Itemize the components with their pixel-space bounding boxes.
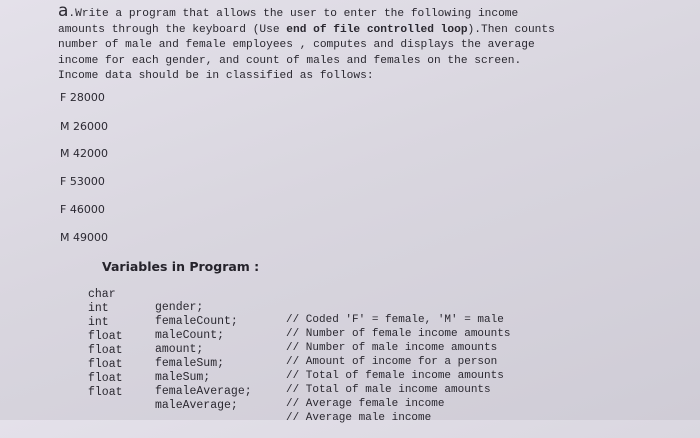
intro-line: Income data should be in classified as follows: (58, 70, 374, 83)
variable-name: gender; (155, 301, 204, 314)
variable-type: float (88, 386, 123, 399)
variable-name: femaleSum; (155, 357, 225, 370)
income-entry: F 46000 (60, 203, 105, 216)
variable-type: int (88, 316, 109, 329)
intro-line: amounts through the keyboard (Use end of file controlled loop).Then counts (58, 23, 555, 36)
intro-line: .Write a program that allows the user to enter the following income (68, 8, 519, 20)
variable-comment: // Amount of income for a person (286, 356, 498, 368)
variable-name: amount; (155, 343, 204, 356)
item-letter: a (58, 1, 69, 21)
variable-comment: // Total of female income amounts (286, 370, 504, 382)
income-entry: M 42000 (60, 147, 108, 160)
variable-comment: // Average female income (286, 398, 445, 410)
variable-comment: // Number of female income amounts (286, 328, 511, 340)
income-entry: M 26000 (60, 120, 108, 133)
variable-comment: // Average male income (286, 412, 432, 424)
intro-line: number of male and female employees , computes and displays the average (58, 39, 535, 52)
variable-type: float (88, 372, 123, 385)
variable-name: femaleAverage; (155, 385, 252, 398)
variable-type: char (88, 288, 116, 301)
income-entry: M 49000 (60, 231, 108, 244)
intro-line: income for each gender, and count of males and females on the screen. (58, 54, 522, 67)
problem-statement (58, 1, 658, 85)
variable-type: float (88, 358, 123, 371)
variable-name: femaleCount; (155, 315, 238, 328)
variable-comment: // Number of male income amounts (286, 342, 498, 354)
income-entry: F 53000 (60, 175, 105, 188)
variable-type: float (88, 330, 123, 343)
income-entry: F 28000 (60, 91, 105, 104)
variable-type: float (88, 344, 123, 357)
variables-heading: Variables in Program : (102, 259, 260, 274)
variable-comment: // Total of male income amounts (286, 384, 491, 396)
variable-comment: // Coded 'F' = female, 'M' = male (286, 314, 504, 326)
variable-name: maleSum; (155, 371, 211, 384)
variable-type: int (88, 302, 109, 315)
variable-name: maleCount; (155, 329, 225, 342)
variable-name: maleAverage; (155, 399, 238, 412)
